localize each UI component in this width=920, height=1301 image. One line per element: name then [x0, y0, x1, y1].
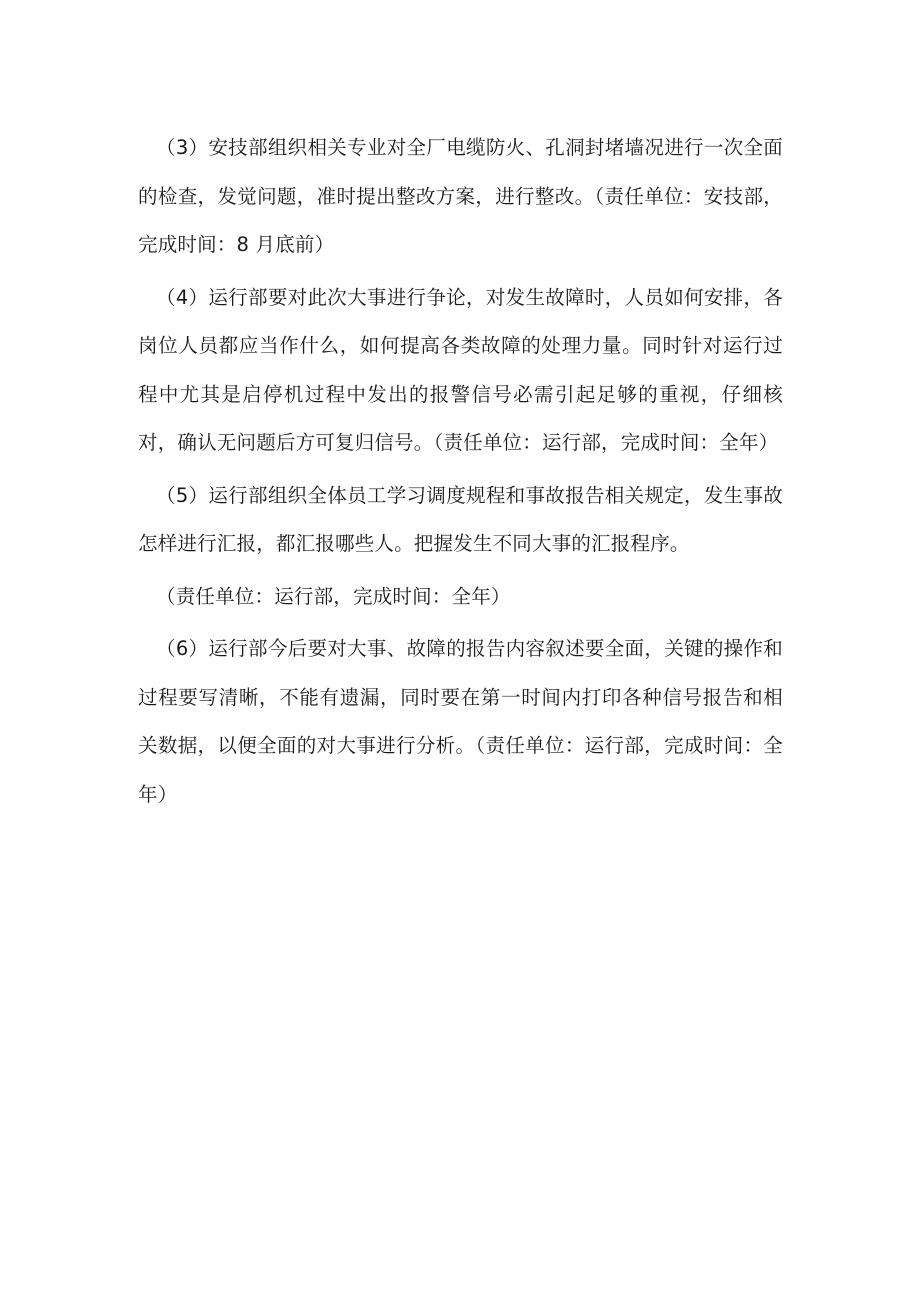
paragraph-item-5-note: （责任单位：运行部，完成时间：全年）	[156, 584, 511, 608]
paragraph-item-3: （3）安技部组织相关专业对全厂电缆防火、孔洞封堵墙况进行一次全面的检查，发觉问题，准时提出整改方案，进行整改。（责任单位：安技部，完成时间：8 月底前）	[138, 136, 783, 256]
paragraph-item-4: （4）运行部要对此次大事进行争论，对发生故障时，人员如何安排，各岗位人员都应当作什么，如何提高各类故障的处理力量。同时针对运行过程中尤其是启停机过程中发出的报警信号必需引起足够的重视，仔细核对，确认无问题后方可复归信号。（责任单位：运行部，完成时间：全年）	[138, 285, 783, 454]
paragraph-item-5: （5）运行部组织全体员工学习调度规程和事故报告相关规定，发生事故怎样进行汇报，都汇报哪些人。把握发生不同大事的汇报程序。	[138, 483, 783, 555]
document-page	[138, 124, 783, 823]
paragraph-item-6: （6）运行部今后要对大事、故障的报告内容叙述要全面，关键的操作和过程要写清晰，不能有遗漏，同时要在第一时间内打印各种信号报告和相关数据，以便全面的对大事进行分析。（责任单位：运行部，完成时间：全年）	[138, 637, 783, 806]
